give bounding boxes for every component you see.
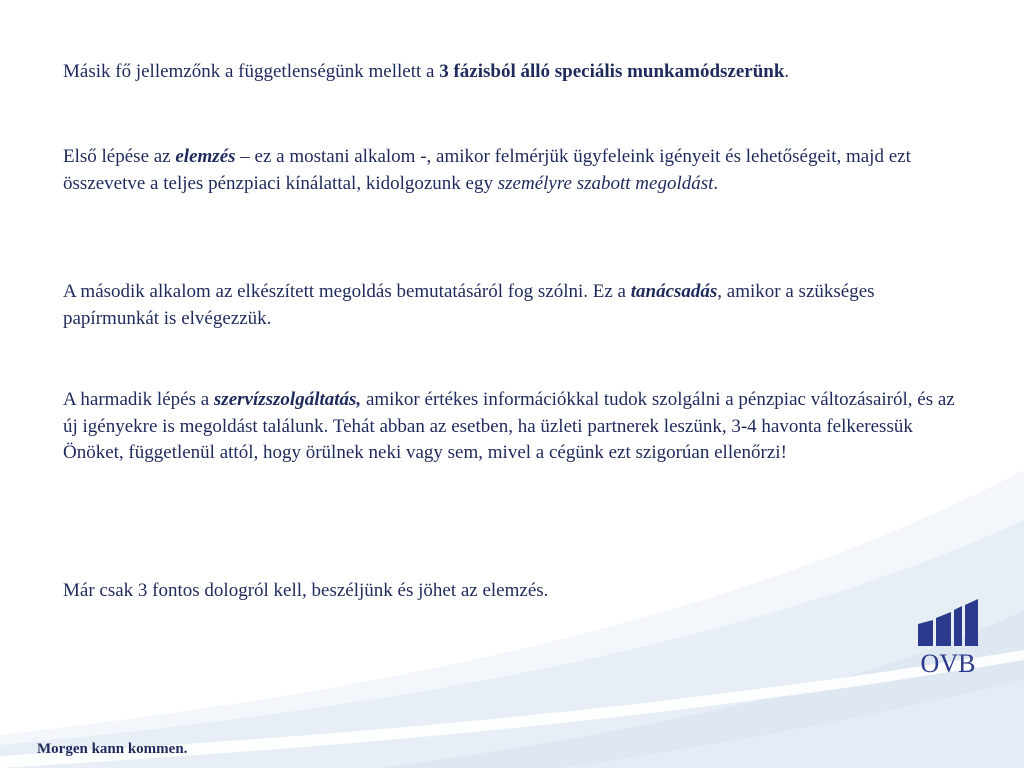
- text-span: Másik fő jellemzőnk a függetlenségünk mellett a: [63, 61, 440, 82]
- text-span: , amikor a szükséges papírmunkát is elvégezzük.: [63, 281, 875, 329]
- italic-phrase: személyre szabott megoldást: [497, 172, 714, 194]
- paragraph-step-2: [63, 279, 958, 332]
- text-span: A harmadik lépés a: [63, 389, 214, 410]
- bold-phrase: 3 fázisból álló speciális munkamódszerünk: [439, 61, 785, 82]
- text-span: A második alkalom az elkészített megoldás bemutatásáról fog szólni. Ez a: [63, 281, 631, 302]
- logo-text: OVB: [920, 649, 976, 676]
- ovb-bars-logo-icon: [915, 598, 981, 676]
- paragraph-intro: [63, 59, 963, 86]
- footer-slogan: Morgen kann kommen.: [37, 741, 188, 757]
- text-span: .: [784, 61, 790, 82]
- text-span: .: [713, 172, 719, 194]
- bold-italic-phrase: elemzés: [175, 146, 236, 167]
- bold-italic-phrase: tanácsadás: [630, 281, 718, 302]
- text-span: amikor értékes információkkal tudok szolgálni a pénzpiac változásairól, és az új igényekre is megoldást találunk. Tehát abban az esetben, ha üzleti partnerek leszünk, 3-4 havonta felkeressük Önöket, függetlenül attól, hogy örülnek neki vagy sem, mivel a cégünk ezt szigorúan ellenőrzi!: [63, 389, 955, 463]
- paragraph-closing: [63, 578, 963, 605]
- bold-italic-phrase: szervízszolgáltatás,: [213, 389, 362, 410]
- paragraph-step-3: [63, 387, 963, 467]
- text-span: – ez a mostani alkalom -, amikor felmérjük ügyfeleink igényeit és lehetőségeit, majd ezt összevetve a teljes pénzpiaci kínálattal, kidolgozunk egy: [63, 146, 911, 194]
- text-span: Első lépése az: [63, 146, 176, 167]
- paragraph-step-1: [63, 144, 958, 197]
- text-span: Már csak 3 fontos dologról kell, beszéljünk és jöhet az elemzés.: [63, 580, 549, 601]
